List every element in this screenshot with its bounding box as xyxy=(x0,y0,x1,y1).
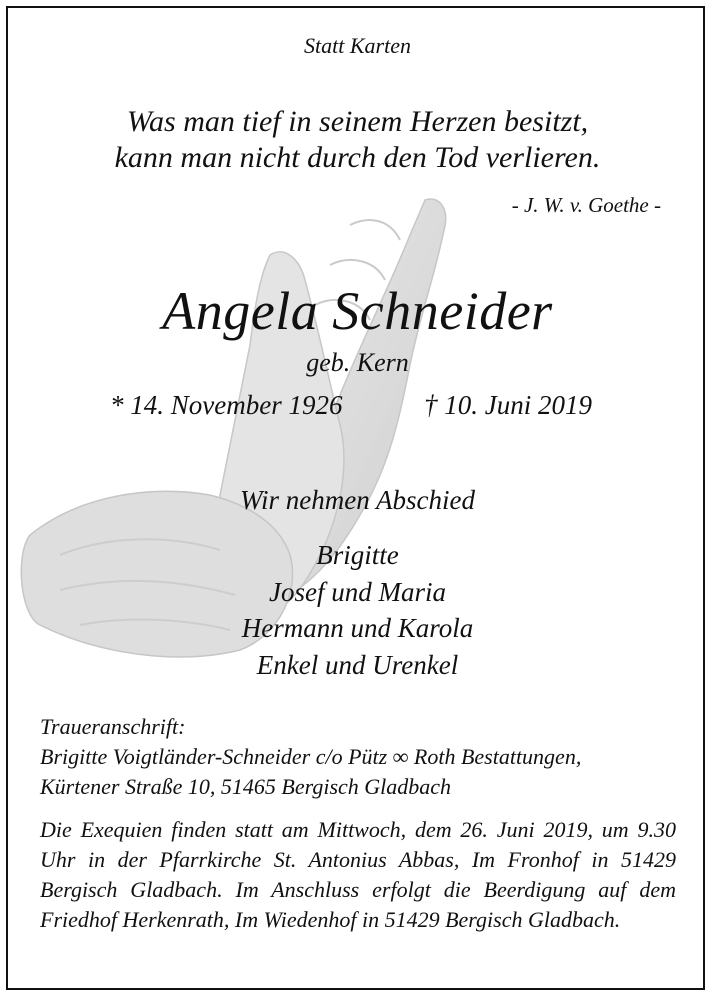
mourner-name: Josef und Maria xyxy=(269,576,446,607)
birth-date: * 14. November 1926 xyxy=(110,390,343,420)
address-line-1: Brigitte Voigtländer-Schneider c/o Pütz ∞ Roth Bestattungen, xyxy=(40,744,582,769)
quote-line-1: Was man tief in seinem Herzen besitzt, xyxy=(126,105,589,138)
mourner-name: Brigitte xyxy=(316,540,399,570)
quote-line-2: kann man nicht durch den Tod verlieren. xyxy=(114,141,601,174)
mourning-address xyxy=(40,712,581,802)
mourner-name: Hermann und Karola xyxy=(241,613,474,643)
address-label: Traueranschrift: xyxy=(40,714,186,739)
quote xyxy=(0,104,715,176)
address-line-2: Kürtener Straße 10, 51465 Bergisch Gladbach xyxy=(40,774,452,799)
deceased-name: Angela Schneider xyxy=(162,281,553,341)
mourners-intro: Wir nehmen Abschied xyxy=(240,485,475,515)
birth-name: geb. Kern xyxy=(306,348,409,377)
mourner-name: Enkel und Urenkel xyxy=(256,649,459,680)
mourners-list xyxy=(0,537,715,683)
statt-karten: Statt Karten xyxy=(304,33,411,58)
service-details: Die Exequien finden statt am Mittwoch, dem 26. Juni 2019, um 9.30 Uhr in der Pfarrkirche St. Antonius Abbas, Im Fronhof in 51429 Bergisch Gladbach. Im Anschluss erfolgt die Beerdigung auf dem Friedhof Herkenrath, Im Wiedenhof in 51429 Bergisch Gladbach. xyxy=(40,817,676,932)
quote-author: - J. W. v. Goethe - xyxy=(511,193,661,217)
death-date: † 10. Juni 2019 xyxy=(424,390,592,420)
